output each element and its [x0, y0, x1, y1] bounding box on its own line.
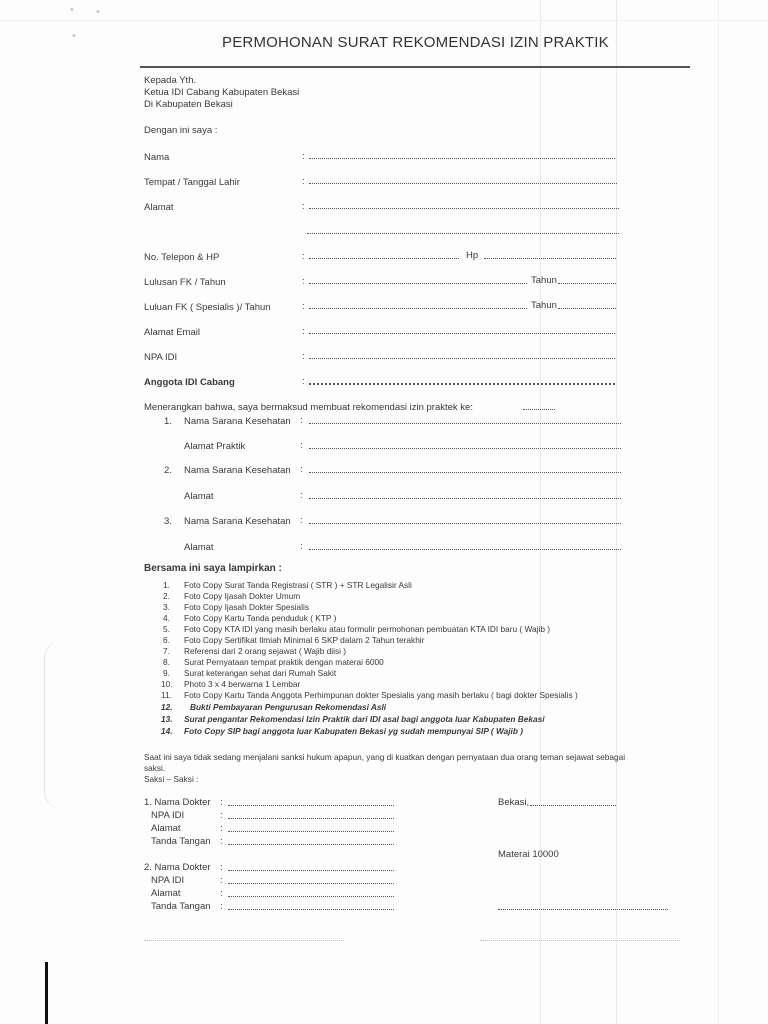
- fold-line: [718, 0, 719, 1024]
- label-sarana: Nama Sarana Kesehatan: [184, 465, 291, 476]
- colon: :: [220, 797, 223, 808]
- statement-text: Menerangkan bahwa, saya bermaksud membuat rekomendasi izin praktek ke:: [144, 402, 473, 413]
- label-witness-ttd: Tanda Tangan: [151, 901, 211, 912]
- colon: :: [220, 823, 223, 834]
- attachment-number: 3.: [163, 602, 170, 612]
- declaration-text: saksi.: [144, 763, 166, 773]
- statement-field[interactable]: [523, 409, 555, 410]
- colon: :: [220, 810, 223, 821]
- witness-1-name-field[interactable]: [228, 805, 394, 806]
- attachments-heading: Bersama ini saya lampirkan :: [144, 563, 282, 574]
- label-alamat-praktik: Alamat Praktik: [184, 441, 246, 452]
- colon: :: [302, 351, 305, 362]
- colon: :: [220, 875, 223, 886]
- applicant-signature-field[interactable]: [498, 909, 668, 910]
- address-line: Di Kabupaten Bekasi: [144, 99, 233, 110]
- label-hp: Hp: [466, 250, 479, 261]
- telepon-field[interactable]: [309, 258, 459, 259]
- attachment-number: 12.: [161, 702, 173, 712]
- attachment-item: Foto Copy Ijasah Dokter Spesialis: [184, 602, 309, 612]
- punch-hole-mark: •: [70, 4, 74, 16]
- date-field[interactable]: [530, 805, 616, 806]
- attachment-item: Foto Copy Ijasah Dokter Umum: [184, 591, 301, 601]
- label-sarana: Nama Sarana Kesehatan: [184, 516, 291, 527]
- alamat-3-field[interactable]: [309, 549, 621, 550]
- label-tahun: Tahun: [531, 300, 557, 311]
- attachment-item: Bukti Pembayaran Pengurusan Rekomendasi Asli: [190, 702, 387, 712]
- punch-hole-mark: •: [96, 6, 100, 18]
- witness-heading: Saksi – Saksi :: [144, 774, 199, 784]
- attachment-number: 9.: [163, 668, 170, 678]
- colon: :: [302, 276, 305, 287]
- attachment-item: Photo 3 x 4 berwarna 1 Lembar: [184, 679, 301, 689]
- attachment-number: 1.: [163, 580, 170, 590]
- colon: :: [302, 376, 305, 387]
- attachment-item: Foto Copy Sertifikat Ilmiah Minimal 6 SKP dalam 2 Tahun terakhir: [184, 635, 425, 645]
- witness-1-alamat-field[interactable]: [228, 831, 394, 832]
- label-witness-name: 1. Nama Dokter: [144, 797, 211, 808]
- page-title: PERMOHONAN SURAT REKOMENDASI IZIN PRAKTIK: [222, 34, 609, 51]
- fk-spesialis-field[interactable]: [309, 308, 527, 309]
- attachment-item: Surat pengantar Rekomendasi Izin Praktik dari IDI asal bagi anggota luar Kabupaten Bekasi: [184, 714, 545, 724]
- witness-2-npa-field[interactable]: [228, 883, 394, 884]
- attachment-item: Foto Copy Surat Tanda Registrasi ( STR ) + STR Legalisir Asli: [184, 580, 412, 590]
- label-alamat: Alamat: [144, 202, 174, 213]
- alamat-field[interactable]: [309, 208, 619, 209]
- alamat-2-field[interactable]: [309, 498, 621, 499]
- nama-field[interactable]: [309, 158, 615, 159]
- attachment-number: 6.: [163, 635, 170, 645]
- colon: :: [300, 490, 303, 501]
- attachment-number: 4.: [163, 613, 170, 623]
- label-witness-npa: NPA IDI: [151, 875, 185, 886]
- fk-tahun-field[interactable]: [558, 283, 616, 284]
- label-fk-spesialis: Luluan FK ( Spesialis )/ Tahun: [144, 302, 271, 313]
- address-line: Kepada Yth.: [144, 75, 197, 86]
- footer-remnant: [480, 940, 680, 941]
- label-nama: Nama: [144, 152, 170, 163]
- colon: :: [300, 415, 303, 426]
- label-sarana: Nama Sarana Kesehatan: [184, 416, 291, 427]
- title-divider: [140, 66, 690, 68]
- colon: :: [220, 888, 223, 899]
- page-edge: [44, 640, 63, 810]
- label-telepon: No. Telepon & HP: [144, 252, 220, 263]
- attachment-item: Foto Copy Kartu Tanda penduduk ( KTP ): [184, 613, 337, 623]
- colon: :: [300, 541, 303, 552]
- footer-remnant: [144, 940, 344, 941]
- fk-spesialis-tahun-field[interactable]: [558, 308, 616, 309]
- attachment-item: Foto Copy SIP bagi anggota luar Kabupaten Bekasi yg sudah mempunyai SIP ( Wajib ): [184, 726, 523, 736]
- ttl-field[interactable]: [309, 183, 617, 184]
- label-ttl: Tempat / Tanggal Lahir: [144, 177, 240, 188]
- address-line: Ketua IDI Cabang Kabupaten Bekasi: [144, 87, 300, 98]
- label-alamat: Alamat: [184, 491, 214, 502]
- colon: :: [220, 836, 223, 847]
- materai-label: Materai 10000: [498, 849, 559, 860]
- witness-2-alamat-field[interactable]: [228, 896, 394, 897]
- colon: :: [302, 151, 305, 162]
- punch-hole-mark: •: [72, 30, 76, 42]
- fk-field[interactable]: [309, 283, 527, 284]
- label-anggota: Anggota IDI Cabang: [144, 377, 235, 388]
- alamat-praktik-1-field[interactable]: [309, 448, 621, 449]
- fold-line: [540, 0, 541, 1024]
- facility-number: 1.: [164, 416, 172, 427]
- attachment-item: Surat Pernyataan tempat praktik dengan materai 6000: [184, 657, 384, 667]
- attachment-item: Referensi dari 2 orang sejawat ( Wajib diisi ): [184, 646, 347, 656]
- label-witness-name: 2. Nama Dokter: [144, 862, 211, 873]
- colon: :: [302, 251, 305, 262]
- colon: :: [300, 515, 303, 526]
- colon: :: [220, 901, 223, 912]
- alamat-field-line2[interactable]: [307, 233, 619, 234]
- intro-text: Dengan ini saya :: [144, 125, 218, 136]
- colon: :: [302, 201, 305, 212]
- anggota-field[interactable]: [309, 383, 615, 385]
- label-fk: Lulusan FK / Tahun: [144, 277, 226, 288]
- attachment-number: 13.: [161, 714, 173, 724]
- attachment-number: 7.: [163, 646, 170, 656]
- attachment-number: 2.: [163, 591, 170, 601]
- place-date-label: Bekasi,: [498, 797, 530, 808]
- label-email: Alamat Email: [144, 327, 200, 338]
- colon: :: [302, 176, 305, 187]
- fold-line: [616, 0, 617, 1024]
- facility-number: 3.: [164, 516, 172, 527]
- colon: :: [300, 440, 303, 451]
- witness-2-name-field[interactable]: [228, 870, 394, 871]
- label-npa: NPA IDI: [144, 352, 178, 363]
- email-field[interactable]: [309, 333, 615, 334]
- label-alamat: Alamat: [184, 542, 214, 553]
- label-witness-npa: NPA IDI: [151, 810, 185, 821]
- attachment-item: Foto Copy KTA IDI yang masih berlaku atau formulir permohonan pembuatan KTA IDI baru ( Wajib ): [184, 624, 550, 634]
- attachment-number: 11.: [161, 690, 172, 700]
- sarana-2-field[interactable]: [309, 472, 621, 473]
- attachment-item: Foto Copy Kartu Tanda Anggota Perhimpunan dokter Spesialis yang masih berlaku ( bagi dokter Spesialis ): [184, 690, 578, 700]
- label-witness-ttd: Tanda Tangan: [151, 836, 211, 847]
- witness-2-signature-field[interactable]: [228, 909, 394, 910]
- attachment-number: 14.: [161, 726, 173, 736]
- declaration-text: Saat ini saya tidak sedang menjalani sanksi hukum apapun, yang di kuatkan dengan pernyataan dua orang teman sejawat sebagai: [144, 752, 626, 762]
- colon: :: [220, 862, 223, 873]
- npa-field[interactable]: [309, 358, 615, 359]
- witness-1-signature-field[interactable]: [228, 844, 394, 845]
- attachment-number: 8.: [163, 657, 170, 667]
- colon: :: [300, 464, 303, 475]
- label-witness-alamat: Alamat: [151, 888, 181, 899]
- attachment-number: 5.: [163, 624, 170, 634]
- colon: :: [302, 326, 305, 337]
- sarana-3-field[interactable]: [309, 523, 621, 524]
- sarana-1-field[interactable]: [309, 423, 621, 424]
- witness-1-npa-field[interactable]: [228, 818, 394, 819]
- attachment-item: Surat keterangan sehat dari Rumah Sakit: [184, 668, 337, 678]
- facility-number: 2.: [164, 465, 172, 476]
- label-witness-alamat: Alamat: [151, 823, 181, 834]
- label-tahun: Tahun: [531, 275, 557, 286]
- scan-mark: [45, 962, 48, 1024]
- hp-field[interactable]: [484, 258, 616, 259]
- colon: :: [302, 301, 305, 312]
- fold-line: [0, 20, 768, 21]
- attachment-number: 10.: [161, 679, 173, 689]
